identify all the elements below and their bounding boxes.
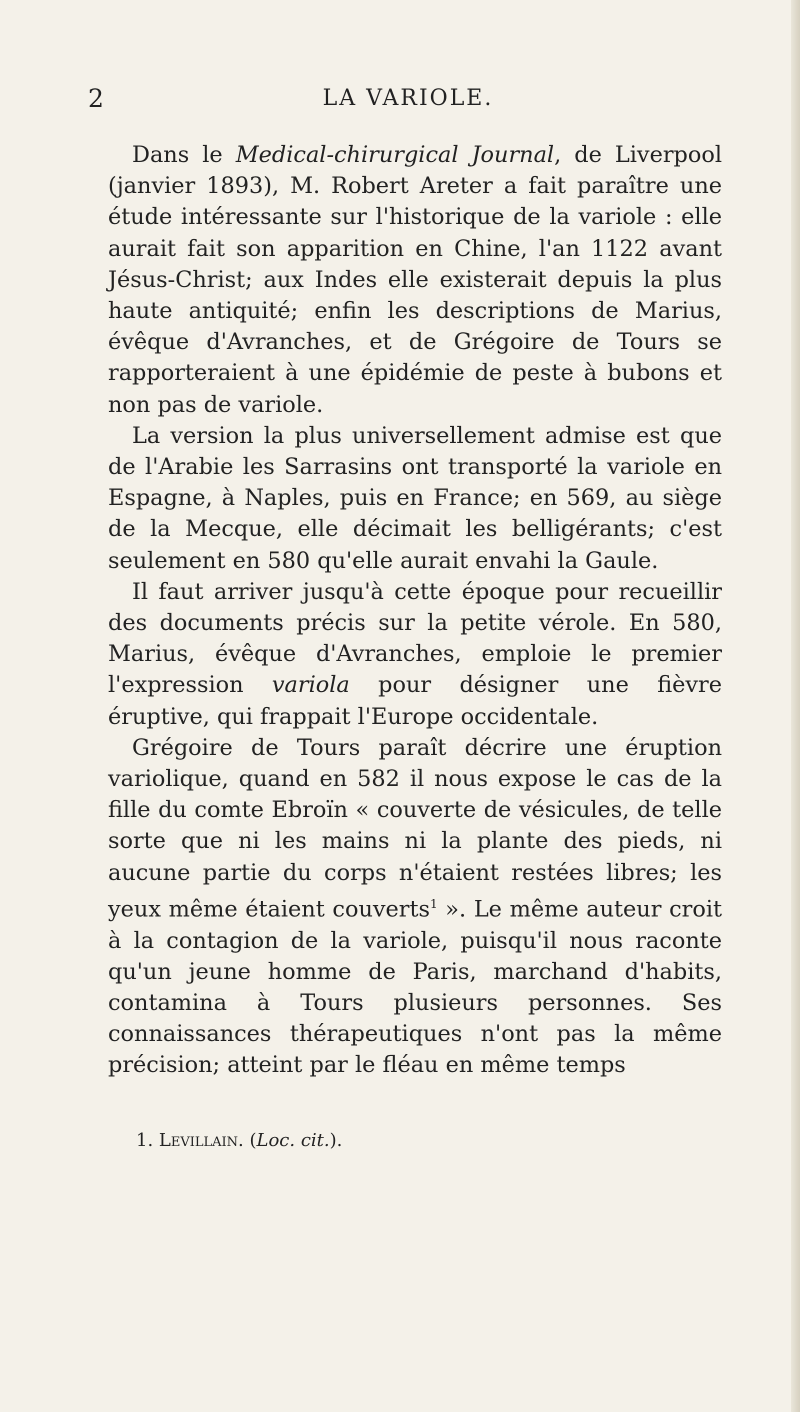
term-variola: variola [271, 672, 350, 699]
paragraph-1 [108, 140, 722, 421]
page-header [88, 84, 728, 124]
paragraph-1-text-b: , de Liverpool (janvier 1893), M. Robert Areter a fait paraître une étude intéressante sur l'historique de la variole : elle aurait fait son apparition en Chine, l'an 1122 avant Jésus-Christ; aux Indes elle existerait depuis la plus haute antiquité; enfin les descriptions de Marius, évêque d'Avranches, et de Grégoire de Tours se rapporteraient à une épidémie de peste à bubons et non pas de variole. [108, 142, 722, 418]
paragraph-3 [108, 577, 722, 733]
journal-title: Medical-chirurgical Journal [235, 142, 555, 168]
page-edge-shadow [791, 0, 800, 1412]
paragraph-3-text-a: Il faut arriver jusqu'à cette époque pour recueillir des documents précis sur la petite vérole. En 580, Marius, évêque d'Avranches, emploie le premier l'expression [108, 578, 722, 699]
body-text [108, 140, 722, 1082]
footnote [136, 1130, 696, 1151]
footnote-separator: . ( [238, 1130, 257, 1151]
footnote-author: Levillain [158, 1130, 239, 1151]
footnote-number: 1. [136, 1130, 159, 1151]
paragraph-3-text-b: pour désigner une fièvre éruptive, qui frappait l'Europe occidentale. [108, 672, 722, 730]
paragraph-4-text-a: Grégoire de Tours paraît décrire une éruption variolique, quand en 582 il nous expose le cas de la fille du comte Ebroïn « couverte de vésicules, de telle sorte que ni les mains ni la plante des pieds, ni aucune partie du corps n'étaient restées libres; les yeux même étaient couverts [108, 734, 722, 923]
paragraph-2: La version la plus universellement admise est que de l'Arabie les Sarrasins ont transporté la variole en Espagne, à Naples, puis en France; en 569, au siège de la Mecque, elle décimait les belligérants; c'est seulement en 580 qu'elle aurait envahi la Gaule. [108, 422, 722, 574]
footnote-reference: 1 [429, 896, 438, 911]
footnote-end: ). [329, 1130, 343, 1151]
paragraph-4-text-b: ». Le même auteur croit à la contagion de la variole, puisqu'il nous raconte qu'un jeune homme de Paris, marchand d'habits, contamina à Tours plusieurs personnes. Ses connaissances thérapeutiques n'ont pas la même précision; atteint par le fléau en même temps [108, 896, 723, 1079]
paragraph-4 [108, 733, 722, 1082]
page-number: 2 [88, 84, 104, 113]
running-title: LA VARIOLE. [322, 86, 494, 111]
footnote-ref: Loc. cit. [256, 1130, 330, 1151]
paragraph-1-text-a: Dans le [132, 142, 236, 168]
